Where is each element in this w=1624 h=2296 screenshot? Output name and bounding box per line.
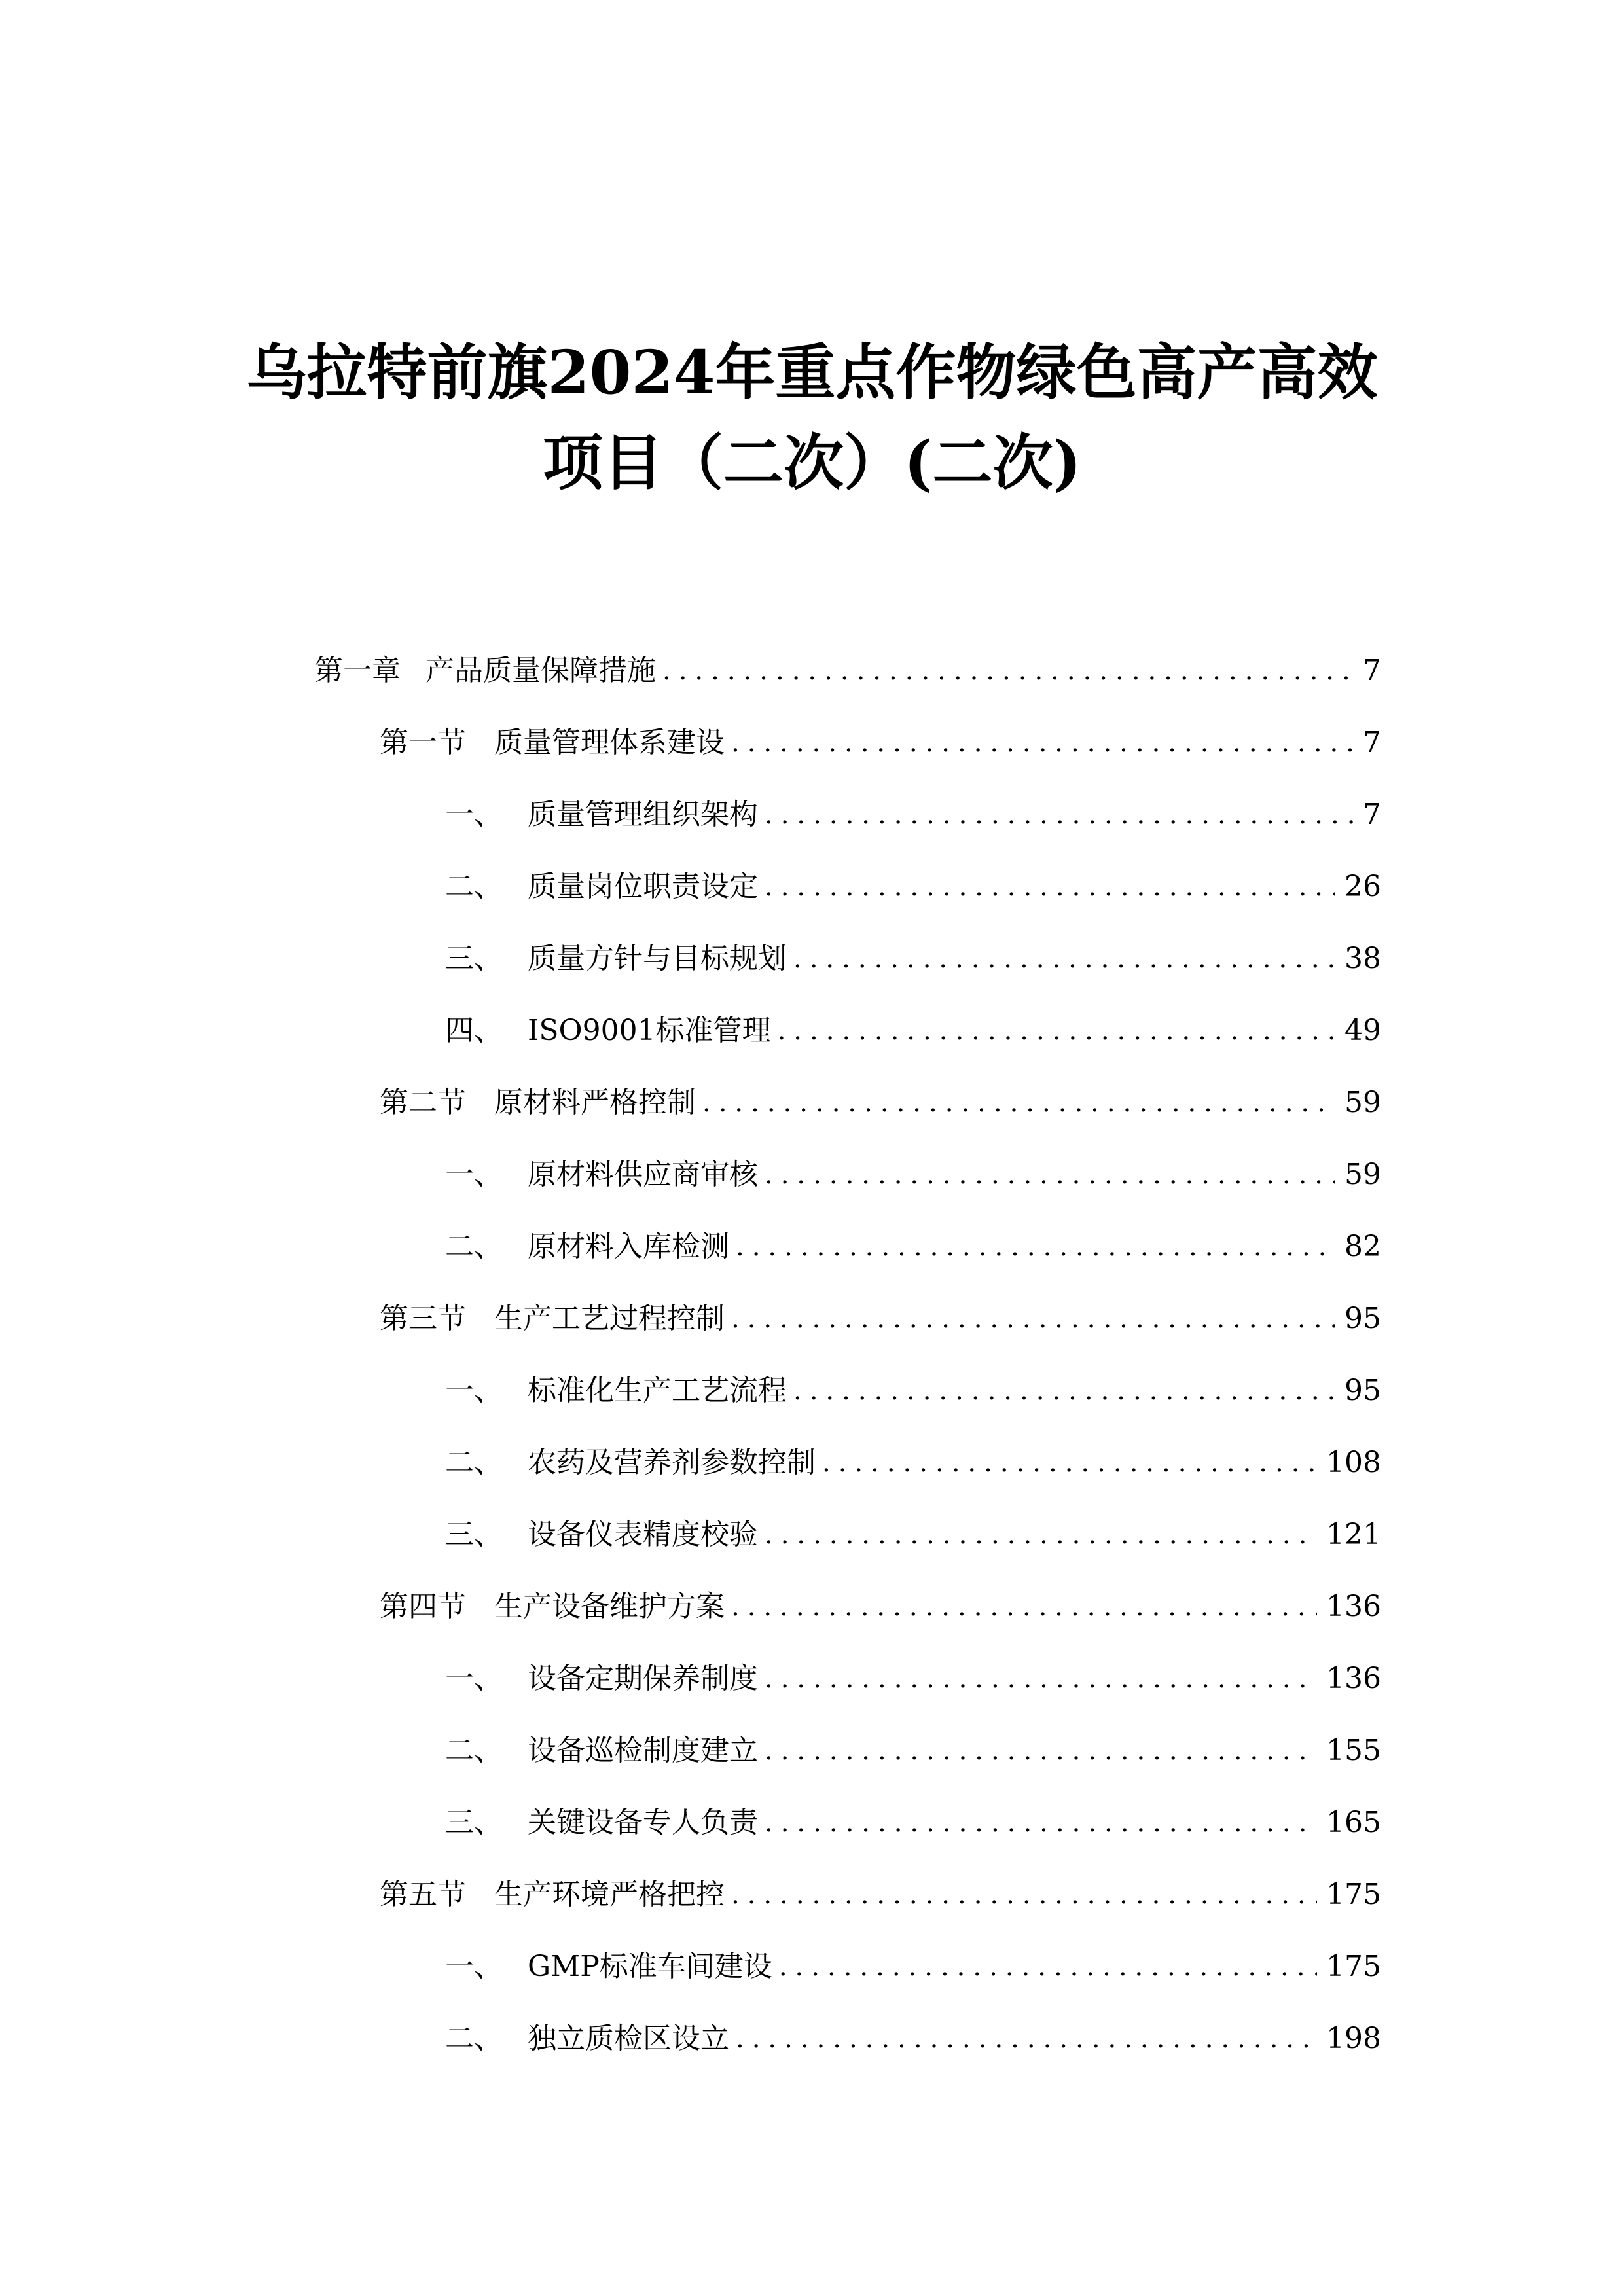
toc-dot-leader: [731, 1299, 1335, 1338]
toc-entry-title: 原材料严格控制: [494, 1086, 696, 1119]
toc-dot-leader: [736, 2019, 1317, 2058]
toc-dot-leader: [779, 1947, 1317, 1986]
toc-entry-page-number: 95: [1344, 1374, 1381, 1407]
toc-dot-leader: [778, 1011, 1335, 1050]
toc-entry-number: 第一章: [314, 654, 401, 687]
toc-entry-title: 原材料供应商审核: [528, 1158, 758, 1191]
toc-entry-number: 一、: [445, 1950, 503, 1983]
toc-entry-page-number: 49: [1344, 1014, 1381, 1047]
toc-entry[interactable]: [314, 645, 1381, 691]
toc-entry-page-number: 59: [1344, 1158, 1381, 1191]
toc-entry-page-number: 26: [1344, 870, 1381, 903]
toc-entry-title: 生产设备维护方案: [494, 1590, 725, 1623]
toc-entry-title: 生产工艺过程控制: [494, 1302, 725, 1335]
toc-entry[interactable]: [380, 1581, 1381, 1626]
toc-entry-page-number: 198: [1326, 2022, 1381, 2055]
toc-entry-title: 设备仪表精度校验: [528, 1518, 758, 1551]
toc-entry[interactable]: [380, 717, 1381, 762]
title-line-2: 项目（二次）(二次): [542, 427, 1082, 498]
toc-entry[interactable]: [445, 1509, 1381, 1554]
toc-entry[interactable]: [445, 1653, 1381, 1698]
toc-entry-title: ISO9001标准管理: [528, 1014, 771, 1047]
toc-entry-page-number: 7: [1363, 726, 1381, 759]
toc-dot-leader: [662, 651, 1354, 691]
toc-entry-title: GMP标准车间建设: [528, 1950, 772, 1983]
toc-dot-leader: [765, 1803, 1317, 1842]
toc-entry-number: 第三节: [380, 1302, 466, 1335]
toc-entry[interactable]: [445, 861, 1381, 906]
toc-dot-leader: [731, 1875, 1317, 1914]
toc-entry-page-number: 108: [1326, 1446, 1381, 1479]
toc-dot-leader: [765, 1731, 1317, 1770]
toc-dot-leader: [765, 1659, 1317, 1698]
toc-entry-title: 原材料入库检测: [528, 1230, 729, 1263]
toc-entry-number: 二、: [445, 1734, 503, 1767]
toc-entry-page-number: 7: [1363, 798, 1381, 831]
toc-dot-leader: [765, 795, 1354, 834]
toc-entry[interactable]: [380, 1869, 1381, 1914]
toc-entry-number: 一、: [445, 798, 503, 831]
toc-entry[interactable]: [445, 1365, 1381, 1410]
toc-entry-number: 第二节: [380, 1086, 466, 1119]
toc-dot-leader: [731, 723, 1354, 762]
toc-entry-page-number: 155: [1326, 1734, 1381, 1767]
toc-entry[interactable]: [380, 1077, 1381, 1122]
toc-dot-leader: [793, 939, 1335, 978]
toc-entry[interactable]: [445, 2013, 1381, 2058]
toc-entry-title: 设备定期保养制度: [528, 1662, 758, 1695]
toc-entry-title: 农药及营养剂参数控制: [528, 1446, 816, 1479]
toc-entry-page-number: 7: [1363, 654, 1381, 687]
toc-dot-leader: [736, 1227, 1335, 1266]
toc-entry-number: 二、: [445, 2022, 503, 2055]
toc-entry-page-number: 175: [1326, 1878, 1381, 1911]
toc-entry-title: 生产环境严格把控: [494, 1878, 725, 1911]
toc-entry-number: 一、: [445, 1662, 503, 1695]
toc-entry-page-number: 165: [1326, 1806, 1381, 1839]
toc-entry-number: 一、: [445, 1374, 503, 1407]
toc-entry-number: 三、: [445, 942, 503, 975]
title-line-1: 乌拉特前旗2024年重点作物绿色高产高效: [246, 337, 1378, 408]
toc-dot-leader: [731, 1587, 1317, 1626]
toc-entry-page-number: 95: [1344, 1302, 1381, 1335]
toc-entry-number: 第五节: [380, 1878, 466, 1911]
toc-entry[interactable]: [445, 1941, 1381, 1986]
toc-entry-title: 质量岗位职责设定: [528, 870, 758, 903]
toc-entry-page-number: 136: [1326, 1662, 1381, 1695]
toc-entry-number: 第一节: [380, 726, 466, 759]
toc-entry-title: 质量方针与目标规划: [528, 942, 787, 975]
toc-entry-title: 质量管理体系建设: [494, 726, 725, 759]
toc-entry-page-number: 121: [1326, 1518, 1381, 1551]
toc-entry-number: 二、: [445, 1230, 503, 1263]
document-title: [0, 327, 1624, 508]
toc-entry-title: 关键设备专人负责: [528, 1806, 758, 1839]
toc-entry-number: 三、: [445, 1806, 503, 1839]
toc-entry-number: 二、: [445, 1446, 503, 1479]
toc-entry-page-number: 38: [1344, 942, 1381, 975]
toc-dot-leader: [793, 1371, 1335, 1410]
toc-entry-number: 二、: [445, 870, 503, 903]
toc-entry-page-number: 82: [1344, 1230, 1381, 1263]
toc-dot-leader: [765, 867, 1335, 906]
toc-entry-page-number: 59: [1344, 1086, 1381, 1119]
toc-entry-number: 四、: [445, 1014, 503, 1047]
toc-entry[interactable]: [445, 1149, 1381, 1194]
toc-dot-leader: [765, 1515, 1317, 1554]
toc-entry[interactable]: [445, 1725, 1381, 1770]
toc-entry[interactable]: [445, 1797, 1381, 1842]
toc-entry-number: 一、: [445, 1158, 503, 1191]
toc-entry-page-number: 136: [1326, 1590, 1381, 1623]
toc-entry-number: 三、: [445, 1518, 503, 1551]
toc-entry[interactable]: [445, 1437, 1381, 1482]
toc-dot-leader: [822, 1443, 1317, 1482]
toc-entry[interactable]: [380, 1293, 1381, 1338]
toc-entry-title: 标准化生产工艺流程: [528, 1374, 787, 1407]
toc-entry-title: 设备巡检制度建立: [528, 1734, 758, 1767]
toc-entry[interactable]: [445, 1005, 1381, 1050]
toc-entry-page-number: 175: [1326, 1950, 1381, 1983]
toc-entry-title: 独立质检区设立: [528, 2022, 729, 2055]
toc-entry-title: 产品质量保障措施: [425, 654, 656, 687]
toc-entry-number: 第四节: [380, 1590, 466, 1623]
toc-entry[interactable]: [445, 789, 1381, 834]
toc-dot-leader: [765, 1155, 1335, 1194]
toc-entry[interactable]: [445, 1221, 1381, 1266]
toc-entry[interactable]: [445, 933, 1381, 978]
toc-entry-title: 质量管理组织架构: [528, 798, 758, 831]
toc-dot-leader: [702, 1083, 1335, 1122]
